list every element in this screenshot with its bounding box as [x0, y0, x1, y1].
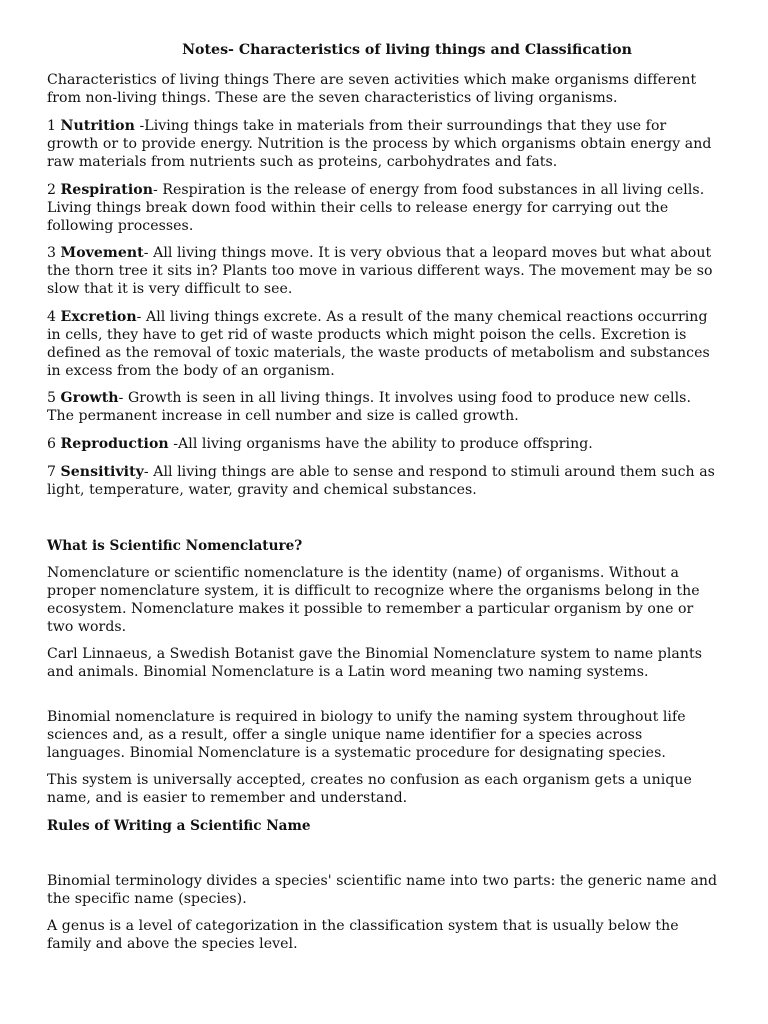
item-term: Excretion	[60, 309, 137, 325]
characteristic-item	[47, 435, 719, 453]
rules-paragraph: Binomial terminology divides a species' scientific name into two parts: the generic name and the specific name (species).	[47, 873, 718, 907]
item-number: 1	[47, 118, 61, 134]
item-separator: -	[168, 436, 179, 452]
item-number: 3	[47, 245, 61, 261]
item-term: Growth	[60, 390, 119, 406]
item-separator: -	[153, 182, 163, 198]
section-heading-rules: Rules of Writing a Scientific Name	[47, 818, 311, 834]
section-heading-nomenclature: What is Scientific Nomenclature?	[47, 538, 303, 554]
document-title: Notes- Characteristics of living things and Classification	[182, 42, 632, 58]
intro-paragraph: Characteristics of living things There are seven activities which make organisms different from non-living things. These are the seven characteristics of living organisms.	[47, 72, 697, 106]
characteristic-item	[47, 117, 719, 171]
item-text: All living things excrete. As a result of the many chemical reactions occurring in cells, they have to get rid of waste products which might poison the cells. Excretion is defined as the removal of toxic materials, the waste products of metabolism and substances in excess from the body of an organism.	[47, 309, 710, 379]
nomenclature-paragraph: This system is universally accepted, creates no confusion as each organism gets a unique name, and is easier to remember and understand.	[47, 772, 692, 806]
item-term: Reproduction	[60, 436, 169, 452]
item-number: 7	[47, 464, 61, 480]
item-term: Nutrition	[60, 118, 135, 134]
characteristic-item	[47, 308, 719, 380]
item-separator: -	[143, 245, 154, 261]
characteristic-item	[47, 181, 719, 235]
item-text: All living things move. It is very obvious that a leopard moves but what about the thorn tree it sits in? Plants too move in various different ways. The movement may be so slow that it is very difficult to see.	[47, 245, 713, 297]
item-term: Movement	[60, 245, 144, 261]
characteristic-item	[47, 244, 719, 298]
item-term: Sensitivity	[60, 464, 144, 480]
item-text: All living things are able to sense and respond to stimuli around them such as light, temperature, water, gravity and chemical substances.	[47, 464, 715, 498]
item-text: Growth is seen in all living things. It involves using food to produce new cells. The permanent increase in cell number and size is called growth.	[47, 390, 691, 424]
rules-paragraph: A genus is a level of categorization in the classification system that is usually below the family and above the species level.	[47, 918, 679, 952]
nomenclature-paragraph: Nomenclature or scientific nomenclature is the identity (name) of organisms. Without a proper nomenclature system, it is difficult to recognize where the organisms belong in the ecosystem. Nomenclature makes it possible to remember a particular organism by one or two words.	[47, 565, 700, 635]
item-term: Respiration	[60, 182, 153, 198]
item-separator: -	[118, 390, 128, 406]
nomenclature-paragraph: Binomial nomenclature is required in biology to unify the naming system throughout life sciences and, as a result, offer a single unique name identifier for a species across languages. Binomial Nomenclature is a systematic procedure for designating species.	[47, 709, 686, 761]
item-text: Living things take in materials from their surroundings that they use for growth or to provide energy. Nutrition is the process by which organisms obtain energy and raw materials from nutrients such as proteins, carbohydrates and fats.	[47, 118, 712, 170]
item-text: All living organisms have the ability to produce offspring.	[178, 436, 593, 452]
item-separator: -	[136, 309, 146, 325]
nomenclature-paragraph: Carl Linnaeus, a Swedish Botanist gave the Binomial Nomenclature system to name plants and animals. Binomial Nomenclature is a Latin word meaning two naming systems.	[47, 646, 703, 680]
characteristic-item	[47, 389, 719, 425]
characteristic-item	[47, 463, 719, 499]
item-number: 6	[47, 436, 61, 452]
item-number: 5	[47, 390, 61, 406]
item-text: Respiration is the release of energy from food substances in all living cells. Living things break down food within their cells to release energy for carrying out the following processes.	[47, 182, 705, 234]
item-number: 4	[47, 309, 61, 325]
item-separator: -	[134, 118, 145, 134]
item-separator: -	[143, 464, 154, 480]
item-number: 2	[47, 182, 61, 198]
